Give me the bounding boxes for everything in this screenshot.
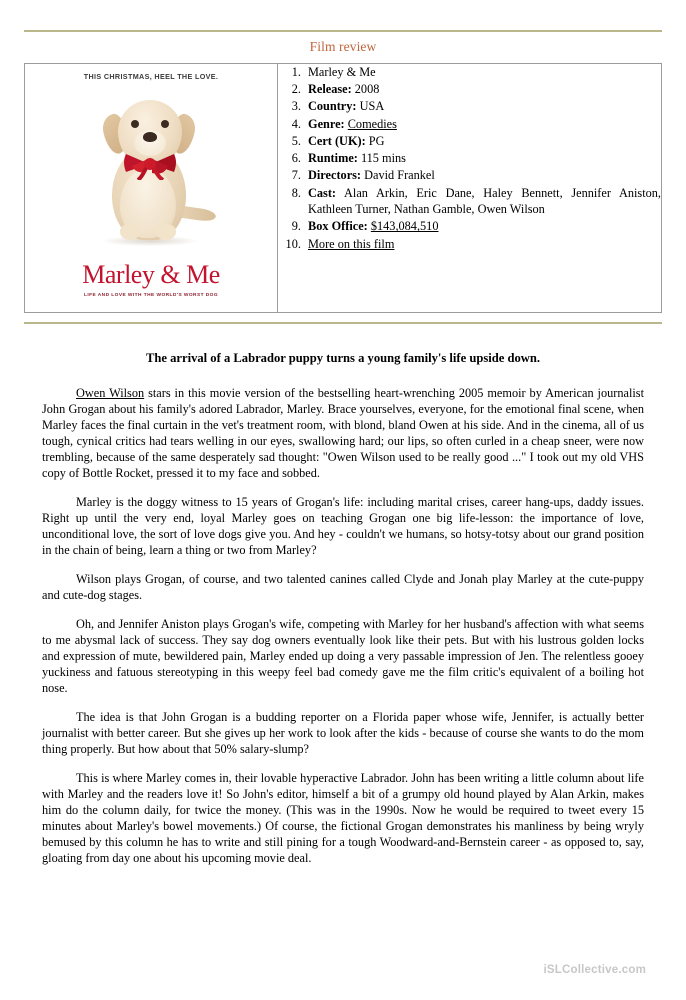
film-detail-item[interactable] [304, 98, 661, 115]
film-detail-item[interactable] [304, 218, 661, 235]
film-detail-value[interactable]: Comedies [347, 116, 397, 131]
film-detail-label: Cast: [308, 185, 337, 200]
article-paragraph: This is where Marley comes in, their lovable hyperactive Labrador. John has been writing a little column about life with Marley and the readers love it! So John's editor, himself a bit of a grumpy old hound played by Alan Arkin, makes him do the column daily, for twice the money. (This was in the 1990s. Now he would be required to tweet every 15 minutes about Marley's bowel movements.) Of course, the fictional Grogan demonstrates his manliness by being wryly bemused by this column he has to write and still pining for a tough Woodward-and-Bernstein career - as opposed to, say, gloating from day one about his upcoming movie deal. [42, 770, 644, 865]
dog-nose [143, 132, 157, 142]
review-article [24, 351, 662, 867]
film-detail-value: Alan Arkin, Eric Dane, Haley Bennett, Jennifer Aniston, Kathleen Turner, Nathan Gamble, Owen Wilson [308, 185, 661, 217]
poster-tagline: THIS CHRISTMAS, HEEL THE LOVE. [83, 72, 219, 81]
film-detail-item[interactable] [304, 116, 661, 133]
article-paragraph: The idea is that John Grogan is a budding reporter on a Florida paper whose wife, Jennifer, is actually better journalist with better career. But she gives up her work to look after the kids - because of course she wants to do the mom thing properly. But how about that 50% salary-slump? [42, 709, 644, 756]
film-detail-label: Cert (UK): [308, 133, 366, 148]
article-body [42, 386, 644, 867]
film-detail-item[interactable] [304, 81, 661, 98]
details-cell [278, 64, 662, 313]
poster-subtitle: LIFE AND LOVE WITH THE WORLD'S WORST DOG [83, 293, 219, 298]
film-detail-value[interactable]: More on this film [308, 236, 395, 251]
article-paragraph: Owen Wilson stars in this movie version of the bestselling heart-wrenching 2005 memoir by American journalist John Grogan about his family's adored Labrador, Marley. Brace yourselves, everyone, for the emotional final scene, when Marley faces the final curtain in the vet's treatment room, with blond, bland Owen at his side. And in the cinema, all of us tough, cynical critics had tears welling in our eyes, swallowing hard; our lips, so often curled in a cheap sneer, were now trembling, because of the same desperately sad thought: "Owen Wilson used to be really good ..." I took out my old VHS copy of Bottle Rocket, pressed it to my face and sobbed. [42, 386, 644, 480]
film-info-table [24, 63, 662, 313]
film-detail-item[interactable] [304, 167, 661, 184]
film-detail-item[interactable] [304, 236, 661, 253]
bottom-divider-rule [24, 322, 662, 324]
film-detail-value: USA [359, 99, 385, 114]
red-ribbon-bow [122, 150, 178, 180]
film-detail-label: Runtime: [308, 151, 358, 166]
film-detail-item[interactable] [304, 150, 661, 167]
worksheet-page [0, 30, 686, 1000]
article-paragraph: Wilson plays Grogan, of course, and two talented canines called Clyde and Jonah play Marley at the cute-puppy and cute-dog stages. [42, 571, 644, 602]
film-detail-label: Genre: [308, 116, 345, 131]
film-detail-label: Release: [308, 82, 352, 97]
film-detail-item[interactable] [304, 185, 661, 218]
film-detail-label: Country: [308, 99, 357, 114]
dog-paw-right [156, 224, 176, 240]
site-watermark: iSLCollective.com [543, 964, 646, 976]
poster-cell [25, 64, 278, 313]
film-detail-item[interactable] [304, 64, 661, 81]
film-detail-value: Marley & Me [308, 65, 376, 79]
dog-eye-left [131, 120, 139, 128]
film-detail-value: 115 mins [360, 151, 406, 166]
article-headline: The arrival of a Labrador puppy turns a young family's life upside down. [145, 351, 541, 365]
owen-wilson-link[interactable]: Owen Wilson [76, 386, 145, 400]
film-detail-value[interactable]: $143,084,510 [370, 219, 439, 234]
film-detail-label: Directors: [308, 168, 362, 183]
film-details-list [278, 64, 661, 252]
poster-title: Marley & Me [82, 260, 220, 289]
table-row [25, 64, 662, 313]
film-detail-label: Box Office: [308, 219, 368, 234]
article-paragraph: Marley is the doggy witness to 15 years of Grogan's life: including marital crises, career hang-ups, daddy issues. Right up until the very end, loyal Marley goes on teaching Grogan one big life-lesson: the importance of love, unconditional love, the sort of love dogs give you. And hey - couldn't we humans, so hotsy-totsy about our grand position in the chain of being, learn a thing or two from Marley? [42, 494, 644, 557]
puppy-illustration [76, 90, 226, 250]
movie-poster [25, 64, 277, 312]
article-paragraph: Oh, and Jennifer Aniston plays Grogan's wife, competing with Marley for her husband's affection with what seems to me abysmal lack of success. They say dog owners eventually look like their pets. But with his lustrous golden locks and expression of mute, bewildered pain, Marley ended up doing a very passable impression of Jen. The relentless gooey yuckiness and fatuous stereotyping in this weepy feel bad comedy gave me the film critic's equivalent of a boiling hot nose. [42, 616, 644, 695]
film-detail-value: 2008 [354, 82, 380, 97]
dog-paw-left [120, 224, 140, 240]
dog-eye-right [161, 120, 169, 128]
film-detail-value: PG [368, 133, 385, 148]
film-detail-value: David Frankel [364, 168, 435, 183]
film-detail-item[interactable] [304, 133, 661, 150]
page-title: Film review [309, 39, 377, 54]
